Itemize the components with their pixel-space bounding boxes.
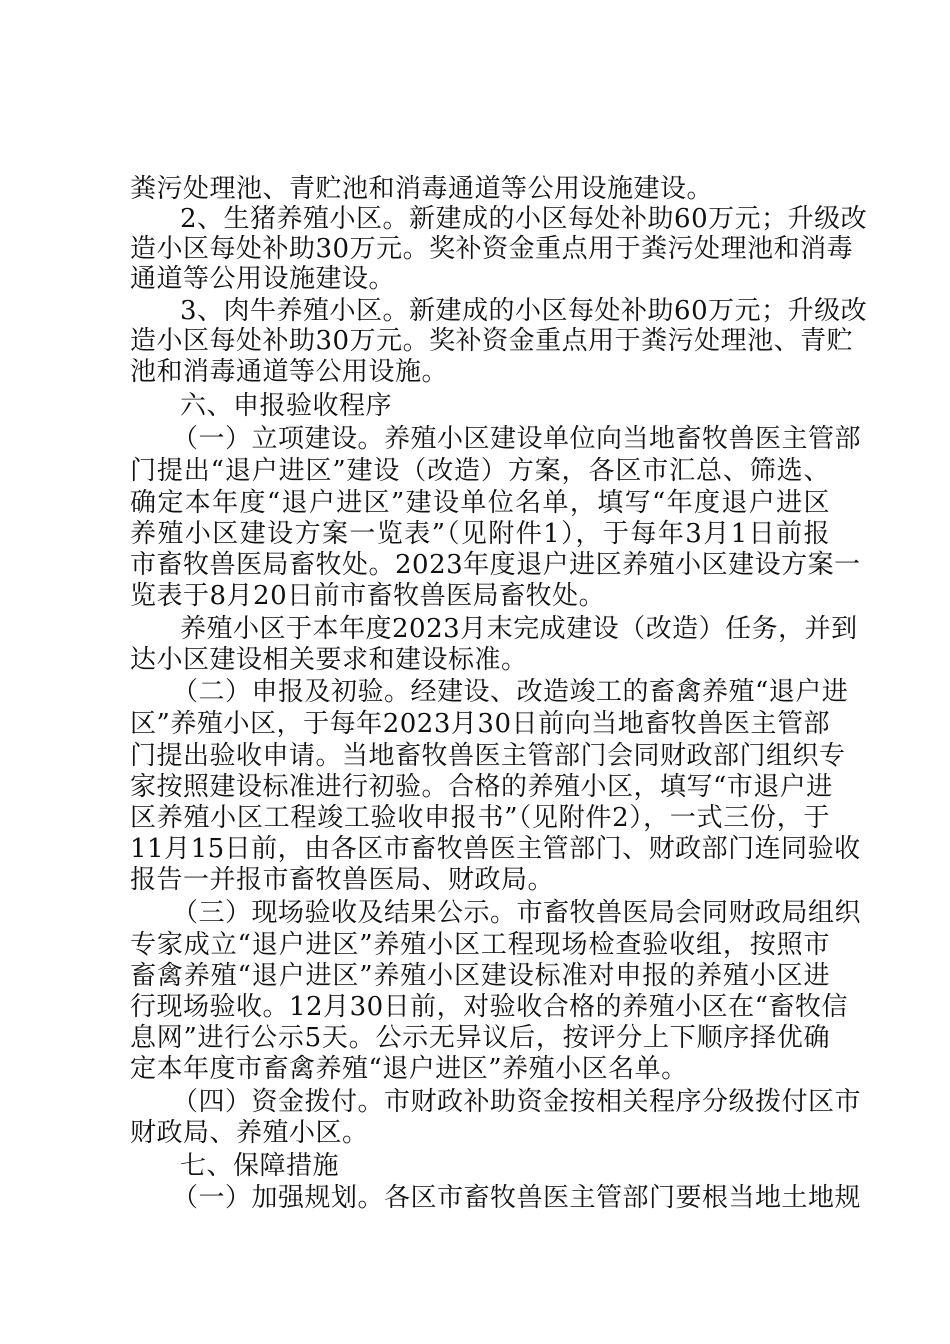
text-line: 3、肉牛养殖小区。新建成的小区每处补助60万元；升级改 xyxy=(180,296,868,326)
text-line: （二）申报及初验。经建设、改造竣工的畜禽养殖“退户进 xyxy=(172,677,849,707)
text-line: 定本年度市畜禽养殖“退户进区”养殖小区名单。 xyxy=(130,1054,688,1084)
text-line: 畜禽养殖“退户进区”养殖小区建设标准对申报的养殖小区进 xyxy=(130,961,830,991)
text-line: 市畜牧兽医局畜牧处。2023年度退户进区养殖小区建设方案一 xyxy=(130,550,861,580)
text-line: 通道等公用设施建设。 xyxy=(130,264,396,294)
text-line: 门提出验收申请。当地畜牧兽医主管部门会同财政部门组织专 xyxy=(130,741,846,771)
text-line: 息网”进行公示5天。公示无异议后，按评分上下顺序择优确 xyxy=(130,1023,830,1053)
text-line: 家按照建设标准进行初验。合格的养殖小区，填写“市退户进 xyxy=(130,772,833,802)
text-line: 专家成立“退户进区”养殖小区工程现场检查验收组，按照市 xyxy=(130,930,830,960)
text-line: 2、生猪养殖小区。新建成的小区每处补助60万元；升级改 xyxy=(180,204,868,234)
text-line: 养殖小区于本年度2023月末完成建设（改造）任务，并到 xyxy=(180,614,858,644)
text-line: 养殖小区建设方案一览表”（见附件1），于每年3月1日前报 xyxy=(130,519,830,549)
text-line: 造小区每处补助30万元。奖补资金重点用于粪污处理池和消毒 xyxy=(130,234,854,264)
text-line: 行现场验收。12月30日前，对验收合格的养殖小区在“畜牧信 xyxy=(130,992,848,1022)
text-line: 门提出“退户进区”建设（改造）方案，各区市汇总、筛选、 xyxy=(130,456,830,486)
text-line: 报告一并报市畜牧兽医局、财政局。 xyxy=(130,865,555,895)
text-line: （四）资金拨付。市财政补助资金按相关程序分级拨付区市 xyxy=(172,1087,862,1117)
text-line: 池和消毒通道等公用设施。 xyxy=(130,357,449,387)
text-line: 览表于8月20日前市畜牧兽医局畜牧处。 xyxy=(130,581,606,611)
text-line: 11月15日前，由各区市畜牧兽医主管部门、财政部门连同验收 xyxy=(130,834,861,864)
text-line: 确定本年度“退户进区”建设单位名单，填写“年度退户进区 xyxy=(130,488,830,518)
text-line: 区养殖小区工程竣工验收申报书”（见附件2），一式三份，于 xyxy=(130,803,830,833)
text-line: 粪污处理池、青贮池和消毒通道等公用设施建设。 xyxy=(130,174,714,204)
text-line: （三）现场验收及结果公示。市畜牧兽医局会同财政局组织 xyxy=(172,898,862,928)
text-line: 达小区建设相关要求和建设标准。 xyxy=(130,645,528,675)
text-line: 区”养殖小区，于每年2023月30日前向当地畜牧兽医主管部 xyxy=(130,709,830,739)
section-heading: 七、保障措施 xyxy=(180,1151,340,1181)
section-heading: 六、申报验收程序 xyxy=(180,391,393,421)
text-line: （一）加强规划。各区市畜牧兽医主管部门要根当地土地规 xyxy=(172,1183,862,1213)
text-line: 财政局、养殖小区。 xyxy=(130,1118,369,1148)
text-line: （一）立项建设。养殖小区建设单位向当地畜牧兽医主管部 xyxy=(172,424,862,454)
text-line: 造小区每处补助30万元。奖补资金重点用于粪污处理池、青贮 xyxy=(130,326,854,356)
